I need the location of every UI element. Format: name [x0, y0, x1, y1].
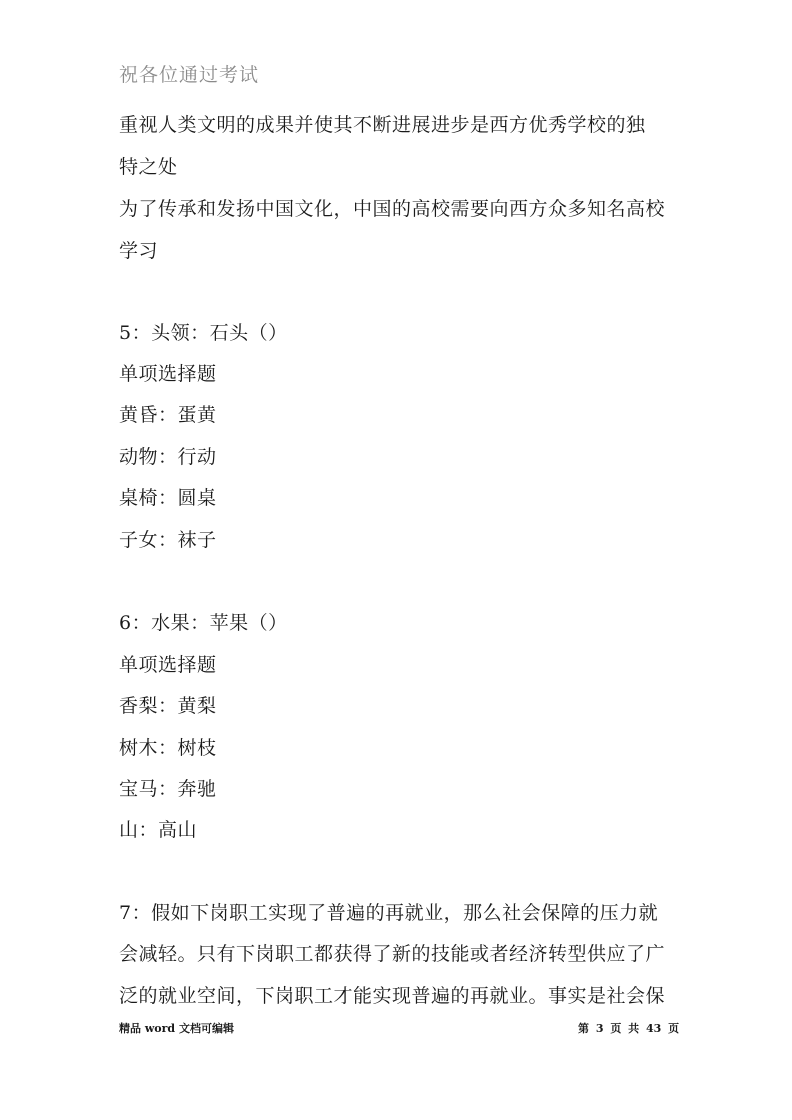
question-7-stem-line: 会减轻。只有下岗职工都获得了新的技能或者经济转型供应了广: [119, 943, 666, 965]
question-6-option-a: 香梨：黄梨: [119, 695, 217, 717]
intro-line: 学习: [119, 240, 159, 262]
header-text: 祝各位通过考试: [119, 64, 260, 86]
intro-line: 特之处: [119, 156, 178, 178]
intro-line: 重视人类文明的成果并使其不断进展进步是西方优秀学校的独: [119, 114, 646, 136]
question-6-option-c: 宝马：奔驰: [119, 778, 217, 800]
intro-line: 为了传承和发扬中国文化，中国的高校需要向西方众多知名高校: [119, 198, 666, 220]
question-7-stem-line: 7：假如下岗职工实现了普遍的再就业，那么社会保障的压力就: [119, 902, 659, 924]
question-5-option-b: 动物：行动: [119, 446, 217, 468]
question-5-type: 单项选择题: [119, 363, 217, 385]
question-6-option-b: 树木：树枝: [119, 737, 217, 759]
question-5-option-c: 桌椅：圆桌: [119, 487, 217, 509]
footer-label: 精品 word 文档可编辑: [119, 1022, 234, 1035]
question-6-type: 单项选择题: [119, 654, 217, 676]
question-6-option-d: 山：高山: [119, 819, 198, 841]
question-5-option-a: 黄昏：蛋黄: [119, 404, 217, 426]
question-5-option-d: 子女：袜子: [119, 529, 217, 551]
question-5-stem: 5：头领：石头（）: [119, 322, 288, 344]
question-7-stem-line: 泛的就业空间，下岗职工才能实现普遍的再就业。事实是社会保: [119, 985, 666, 1007]
question-6-stem: 6：水果：苹果（）: [119, 612, 288, 634]
page-number: 第 3 页 共 43 页: [578, 1022, 680, 1035]
